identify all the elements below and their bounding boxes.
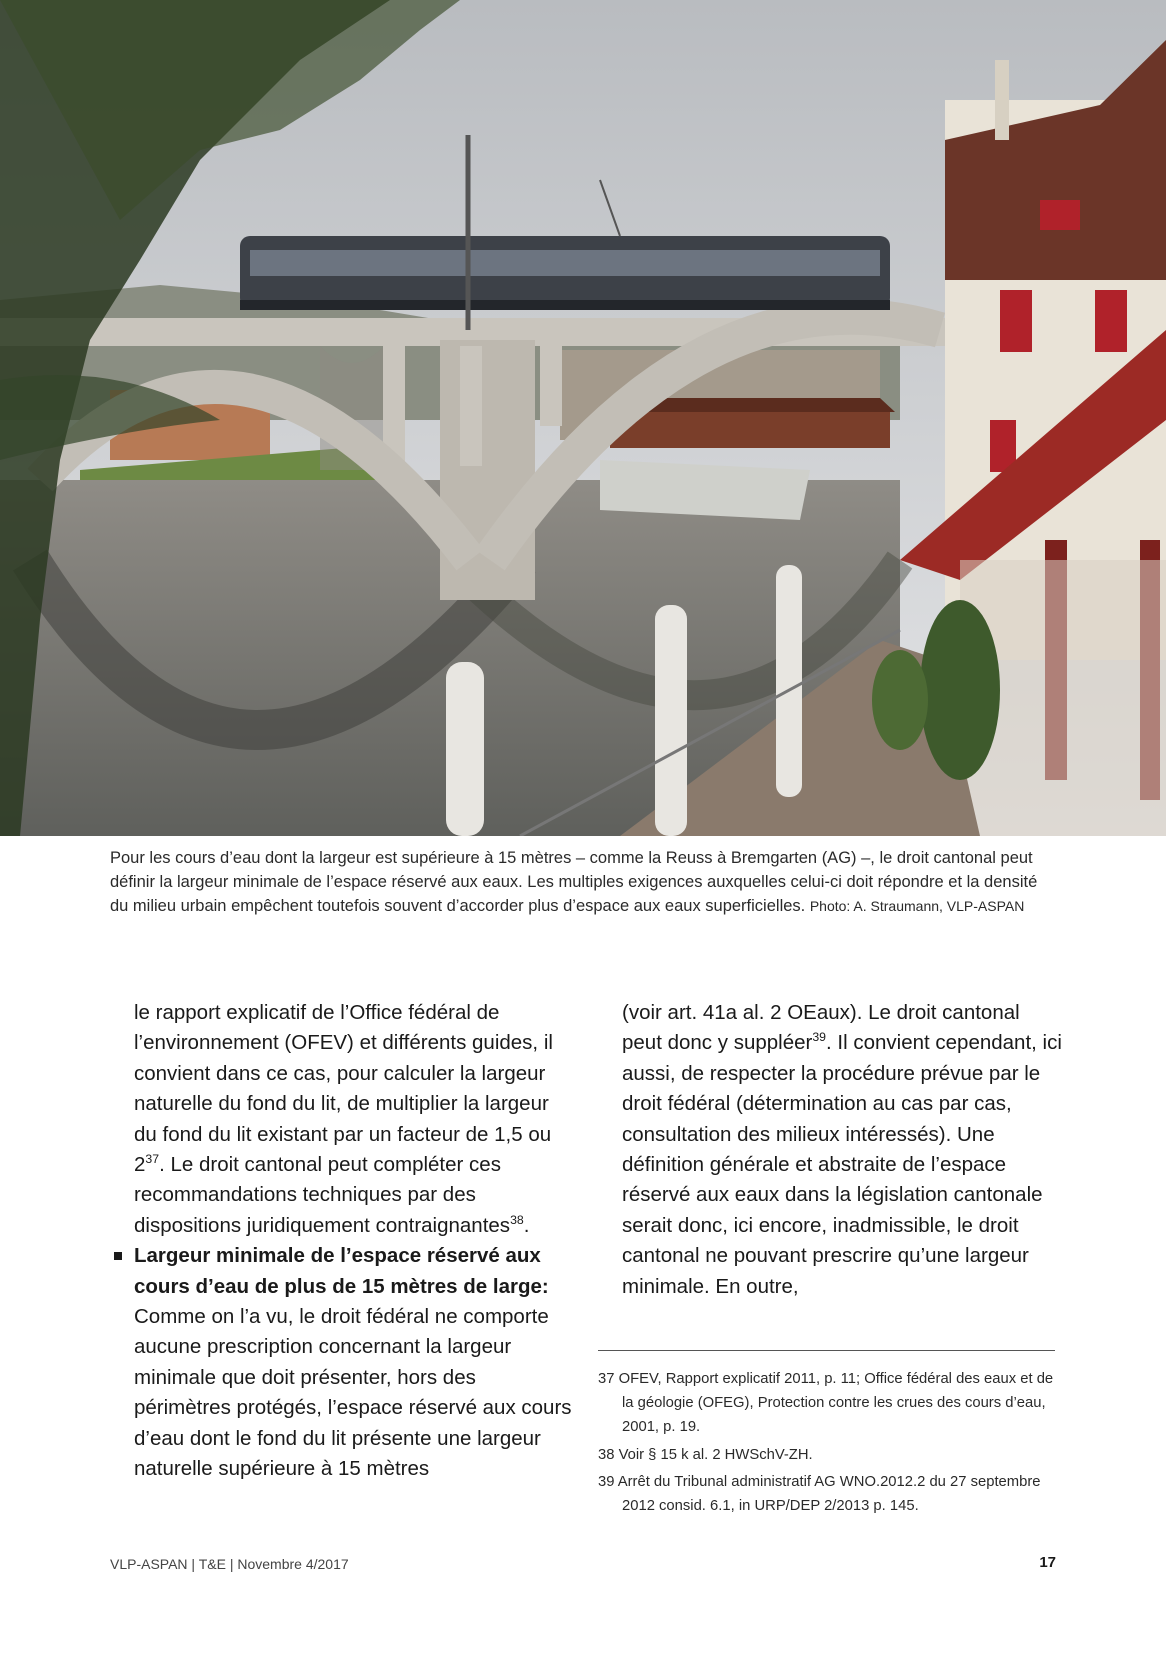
footnote-37: 37 OFEV, Rapport explicatif 2011, p. 11; Office fédéral des eaux et de la géologie (OFEG), Protection contre les crues des cours d’eau, 2001, p. 19. [598,1371,1054,1436]
right-paragraph-text-a: (voir art. 41a al. 2 OEaux). Le droit cantonal peut donc y suppléer [622,1001,1020,1055]
bullet-heading: Largeur minimale de l’espace réservé aux cours d’eau de plus de 15 mètres de large: [134,1244,549,1298]
left-column [134,998,574,1485]
right-paragraph [622,998,1062,1302]
bullet-item [134,1241,574,1484]
caption-text: Pour les cours d’eau dont la largeur est supérieure à 15 mètres – comme la Reuss à Bremgarten (AG) –, le droit cantonal peut définir la largeur minimale de l’espace réservé aux eaux. Les multiples exigences auxquelles celui-ci doit répondre et la densité du milieu urbain empêchent toutefois souvent d’accorder plus d’espace aux eaux superficielles. [110,849,1038,915]
photo-credit: Photo: A. Straumann, VLP-ASPAN [809,898,1025,914]
page-number: 17 [1039,1554,1056,1571]
left-paragraph-text-b: . Le droit cantonal peut compléter ces recommandations techniques par des dispositions juridiquement contraignantes [134,1153,511,1237]
bullet-square-icon [114,1252,122,1260]
bullet-text: Comme on l’a vu, le droit fédéral ne comporte aucune prescription concernant la largeur minimale que doit présenter, hors des périmètres protégés, l’espace réservé aux cours d’eau dont le fond du lit présente une largeur naturelle supérieure à 15 mètres [134,1305,572,1481]
right-column [622,998,1062,1302]
footnote-divider [598,1350,1055,1351]
footnote-39: 39 Arrêt du Tribunal administratif AG WNO.2012.2 du 27 septembre 2012 consid. 6.1, in URP/DEP 2/2013 p. 145. [598,1473,1041,1515]
footnote-ref-38: 38 [510,1213,524,1228]
page-footer: VLP-ASPAN | T&E | Novembre 4/2017 [110,1556,349,1572]
left-paragraph-text-c: . [523,1213,530,1237]
left-paragraph-text-a: le rapport explicatif de l’Office fédéral de l’environnement (OFEV) et différents guides, il convient dans ce cas, pour calculer la largeur naturelle du fond du lit, de multiplier la largeur du fond du lit existant par un facteur de 1,5 ou 2 [134,1001,553,1177]
footnote-ref-39: 39 [812,1030,827,1045]
footnote-38: 38 Voir § 15 k al. 2 HWSchV-ZH. [598,1446,813,1463]
footnotes [598,1367,1055,1521]
right-paragraph-text-b: . Il convient cependant, ici aussi, de respecter la procédure prévue par le droit fédéral (détermination au cas par cas, consultation des milieux intéressés). Une définition générale et abstraite de l’espace réservé aux eaux dans la législation cantonale serait donc, ici encore, inadmissible, le droit cantonal ne pouvant prescrire qu’une largeur minimale. En outre, [622,1031,1062,1298]
left-paragraph [134,998,574,1241]
photo-caption [110,846,1045,918]
footnote-ref-37: 37 [145,1152,160,1167]
